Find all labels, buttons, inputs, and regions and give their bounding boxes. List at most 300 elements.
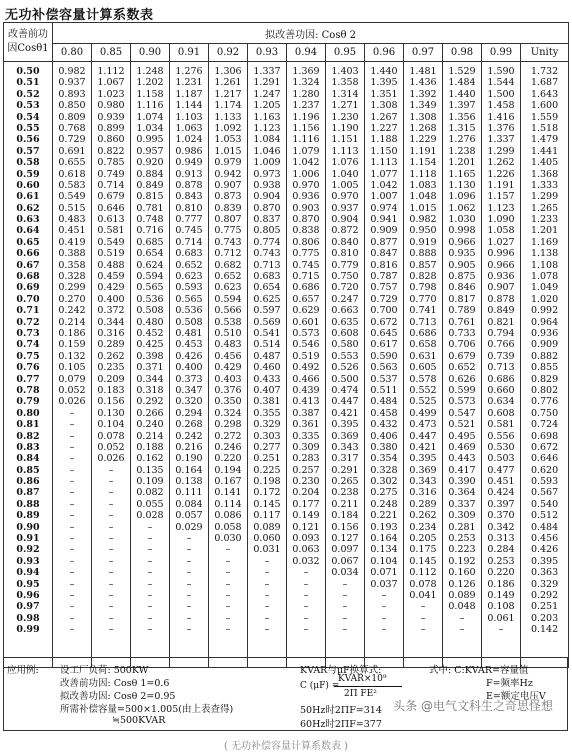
row-label: 0.66	[16, 248, 40, 260]
legend-line-2: F=频率Hz	[486, 678, 533, 689]
table-cell: 0.629	[292, 305, 320, 317]
table-cell: 1.202	[136, 77, 164, 89]
table-cell: 0.654	[136, 248, 164, 260]
table-cell: 0.061	[487, 612, 515, 624]
column-header-11: 0.99	[482, 44, 521, 62]
table-cell: 0.387	[292, 407, 320, 419]
table-cell: 0.974	[370, 202, 398, 214]
table-cell: 1.188	[370, 134, 398, 146]
table-cell: 0.104	[370, 555, 398, 567]
table-cell: 1.123	[253, 122, 281, 134]
table-cell: 0.071	[370, 567, 398, 579]
table-cell: 0.774	[253, 236, 281, 248]
table-cell: 1.227	[370, 122, 398, 134]
table-cell: –	[186, 589, 192, 601]
table-cell: 0.899	[97, 122, 125, 134]
table-cell: 0.992	[530, 305, 559, 317]
table-cell: 0.400	[97, 293, 125, 305]
table-cell: 0.283	[292, 453, 320, 465]
table-cell: 0.846	[448, 282, 476, 294]
row-label: 0.93	[16, 555, 40, 567]
column-header-4: 0.92	[209, 44, 248, 62]
table-cell: 0.371	[136, 362, 164, 374]
table-cell: 0.329	[253, 419, 281, 431]
table-cell: 0.499	[409, 407, 437, 419]
table-cell: 1.369	[292, 66, 320, 77]
table-cell: 0.429	[214, 362, 242, 374]
table-cell: 0.781	[136, 202, 164, 214]
table-cell: 1.144	[175, 100, 203, 112]
table-cell: 0.982	[409, 214, 437, 226]
table-cell: 0.620	[530, 464, 559, 476]
table-cell: 0.130	[97, 407, 125, 419]
table-cell: 1.280	[292, 88, 320, 100]
table-cell: –	[225, 601, 231, 613]
table-cell: 1.337	[253, 66, 281, 77]
table-cell: 0.739	[487, 350, 515, 362]
table-cell: 0.395	[530, 555, 559, 567]
table-cell: 0.251	[253, 453, 281, 465]
table-cell: 0.646	[97, 202, 125, 214]
table-cell: 0.248	[370, 498, 398, 510]
table-cell: 0.888	[409, 248, 437, 260]
table-cell: 0.601	[292, 316, 320, 328]
row-label: 0.51	[16, 77, 40, 89]
table-cell: –	[303, 567, 309, 579]
row-label: 0.78	[16, 384, 40, 396]
table-cell: –	[381, 589, 387, 601]
fraction-bar	[334, 686, 402, 687]
table-cell: 0.104	[97, 419, 125, 431]
table-cell: 1.023	[97, 88, 125, 100]
table-cell: 0.882	[530, 350, 559, 362]
table-cell: 1.156	[292, 122, 320, 134]
table-cell: 0.556	[487, 430, 515, 442]
table-cell: 0.713	[253, 259, 281, 271]
table-cell: 0.849	[487, 305, 515, 317]
table-cell: 1.436	[409, 77, 437, 89]
column-header-8: 0.96	[365, 44, 404, 62]
table-cell: –	[108, 567, 114, 579]
table-cell: 1.062	[448, 202, 476, 214]
table-cell: 1.351	[370, 88, 398, 100]
table-cell: 0.320	[175, 396, 203, 408]
table-cell: 1.077	[370, 168, 398, 180]
table-cell: 0.078	[409, 578, 437, 590]
table-cell: –	[147, 589, 153, 601]
table-cell: 0.821	[487, 316, 515, 328]
table-cell: 0.654	[253, 282, 281, 294]
table-cell: 1.049	[530, 282, 559, 294]
table-cell: 1.308	[409, 111, 437, 123]
table-cell: 0.417	[448, 464, 476, 476]
table-cell: –	[108, 544, 114, 556]
table-cell: 0.594	[136, 271, 164, 283]
table-cell: 1.368	[530, 168, 559, 180]
table-cell: 1.191	[409, 145, 437, 157]
table-cell: 0.432	[370, 419, 398, 431]
table-cell: 0.715	[292, 271, 320, 283]
table-cell: 0.453	[175, 339, 203, 351]
table-cell: 1.150	[370, 145, 398, 157]
table-cell: 0.294	[175, 407, 203, 419]
row-label: 0.79	[16, 396, 40, 408]
table-cell: 0.451	[58, 225, 86, 237]
table-cell: 0.052	[58, 384, 86, 396]
row-label: 0.60	[16, 179, 40, 191]
table-cell: 0.870	[292, 214, 320, 226]
table-cell: 1.083	[409, 179, 437, 191]
table-cell: 0.907	[487, 282, 515, 294]
table-cell: 0.029	[175, 521, 203, 533]
value-column-2	[92, 62, 131, 668]
table-cell: –	[147, 578, 153, 590]
table-cell: 0.949	[175, 157, 203, 169]
table-cell: 0.483	[214, 339, 242, 351]
table-cell: –	[186, 567, 192, 579]
row-label: 0.63	[16, 214, 40, 226]
table-cell: –	[69, 589, 75, 601]
table-cell: –	[147, 567, 153, 579]
table-cell: 0.480	[136, 316, 164, 328]
table-cell: 0.262	[409, 510, 437, 522]
table-cell: 1.163	[253, 111, 281, 123]
table-cell: 1.590	[487, 66, 515, 77]
table-cell: 1.074	[136, 111, 164, 123]
table-cell: 0.084	[175, 498, 203, 510]
table-cell: –	[69, 521, 75, 533]
table-cell: 0.815	[136, 191, 164, 203]
table-cell: 0.398	[136, 350, 164, 362]
table-cell: 0.358	[58, 259, 86, 271]
table-cell: 0.777	[175, 214, 203, 226]
table-cell: 1.299	[530, 191, 559, 203]
value-column-13	[521, 62, 569, 668]
table-cell: 0.937	[58, 77, 86, 89]
row-label: 0.89	[16, 510, 40, 522]
table-cell: 0.713	[409, 316, 437, 328]
table-cell: 0.594	[214, 293, 242, 305]
table-cell: 0.469	[448, 441, 476, 453]
table-cell: 0.190	[175, 453, 203, 465]
table-cell: 1.053	[214, 134, 242, 146]
table-cell: 0.183	[97, 384, 125, 396]
table-cell: –	[381, 601, 387, 613]
table-cell: 1.154	[409, 157, 437, 169]
table-cell: 0.806	[292, 236, 320, 248]
table-cell: 0.741	[409, 305, 437, 317]
value-column-1	[53, 62, 92, 668]
row-label: 0.61	[16, 191, 40, 203]
table-cell: 1.247	[253, 88, 281, 100]
table-cell: 0.452	[136, 327, 164, 339]
row-label: 0.81	[16, 419, 40, 431]
row-label: 0.59	[16, 168, 40, 180]
table-cell: –	[108, 589, 114, 601]
table-cell: 1.130	[448, 179, 476, 191]
table-cell: 0.275	[370, 487, 398, 499]
table-cell: 0.369	[409, 464, 437, 476]
table-cell: 0.875	[448, 271, 476, 283]
table-cell: 0.028	[136, 510, 164, 522]
table-cell: –	[108, 487, 114, 499]
table-cell: 0.289	[97, 339, 125, 351]
table-cell: 1.261	[214, 77, 242, 89]
table-cell: 0.860	[97, 134, 125, 146]
table-cell: 0.344	[97, 316, 125, 328]
table-cell: 0.400	[175, 362, 203, 374]
table-cell: 0.111	[175, 487, 203, 499]
table-cell: 0.413	[292, 396, 320, 408]
table-cell: 1.042	[370, 179, 398, 191]
table-cell: 0.048	[448, 601, 476, 613]
table-cell: 0.284	[487, 544, 515, 556]
table-cell: 1.231	[175, 77, 203, 89]
table-cell: 0.870	[253, 202, 281, 214]
column-header-10: 0.98	[443, 44, 482, 62]
table-cell: 0.313	[487, 533, 515, 545]
table-cell: 0.743	[214, 236, 242, 248]
row-header: 改善前功 因Cosθ1	[4, 23, 53, 62]
table-cell: 0.996	[487, 248, 515, 260]
table-cell: 1.732	[530, 66, 559, 77]
table-cell: 0.700	[370, 305, 398, 317]
table-cell: 0.775	[292, 248, 320, 260]
table-cell: 0.683	[175, 248, 203, 260]
table-cell: 0.672	[370, 316, 398, 328]
table-cell: 1.315	[448, 122, 476, 134]
table-cell: 0.766	[487, 339, 515, 351]
table-cell: 0.167	[214, 476, 242, 488]
table-cell: 0.745	[175, 225, 203, 237]
table-cell: 0.519	[292, 350, 320, 362]
table-cell: 0.388	[58, 248, 86, 260]
table-cell: 0.581	[97, 225, 125, 237]
table-cell: 0.546	[292, 339, 320, 351]
table-cell: 1.048	[409, 191, 437, 203]
table-cell: 0.055	[136, 498, 164, 510]
table-cell: 0.757	[370, 282, 398, 294]
table-cell: 0.663	[331, 305, 359, 317]
table-cell: 1.230	[331, 111, 359, 123]
table-cell: –	[69, 476, 75, 488]
table-cell: –	[264, 624, 270, 636]
table-cell: 0.316	[97, 327, 125, 339]
row-label: 0.58	[16, 157, 40, 169]
table-cell: 0.350	[214, 396, 242, 408]
table-cell: 1.006	[292, 168, 320, 180]
table-cell: –	[381, 612, 387, 624]
table-cell: 0.685	[136, 236, 164, 248]
table-cell: 1.005	[331, 179, 359, 191]
table-cell: 0.566	[214, 305, 242, 317]
table-cell: 0.828	[409, 271, 437, 283]
table-cell: –	[69, 624, 75, 636]
table-cell: 0.849	[136, 179, 164, 191]
table-cell: –	[69, 419, 75, 431]
table-cell: 0.553	[331, 350, 359, 362]
table-cell: –	[69, 441, 75, 453]
row-label: 0.91	[16, 533, 40, 545]
table-cell: 1.405	[530, 157, 559, 169]
table-cell: 0.623	[175, 271, 203, 283]
table-cell: 0.309	[292, 441, 320, 453]
table-cell: –	[108, 624, 114, 636]
table-cell: 0.686	[292, 282, 320, 294]
table-cell: 0.429	[97, 282, 125, 294]
table-cell: 0.031	[253, 544, 281, 556]
table-cell: 0.920	[136, 157, 164, 169]
table-cell: –	[225, 544, 231, 556]
table-cell: 1.268	[409, 122, 437, 134]
column-cells	[404, 62, 442, 636]
table-cell: –	[498, 624, 504, 636]
table-cell: 0.488	[97, 259, 125, 271]
column-cells	[53, 62, 91, 636]
table-cell: 0.776	[530, 396, 559, 408]
table-cell: 1.308	[370, 100, 398, 112]
table-cell: 0.253	[448, 533, 476, 545]
row-label: 0.52	[16, 88, 40, 100]
table-cell: 0.794	[487, 327, 515, 339]
table-cell: 0.032	[292, 555, 320, 567]
table-cell: 0.939	[97, 111, 125, 123]
table-cell: 0.942	[214, 168, 242, 180]
table-cell: 0.397	[487, 498, 515, 510]
table-cell: 0.406	[370, 430, 398, 442]
table-cell: 0.750	[530, 407, 559, 419]
table-cell: 1.265	[530, 202, 559, 214]
table-cell: 0.809	[58, 111, 86, 123]
column-header-2: 0.90	[131, 44, 170, 62]
row-label: 0.86	[16, 476, 40, 488]
table-cell: –	[459, 612, 465, 624]
table-cell: 0.857	[409, 259, 437, 271]
table-cell: 0.188	[136, 441, 164, 453]
table-cell: 0.980	[97, 100, 125, 112]
table-cell: 1.067	[97, 77, 125, 89]
table-cell: 0.536	[136, 293, 164, 305]
row-label: 0.64	[16, 225, 40, 237]
table-cell: 1.113	[331, 145, 359, 157]
table-cell: 0.354	[370, 453, 398, 465]
row-label: 0.71	[16, 305, 40, 317]
table-cell: 0.631	[409, 350, 437, 362]
table-cell: 0.713	[487, 362, 515, 374]
row-label: 0.73	[16, 327, 40, 339]
table-cell: –	[264, 612, 270, 624]
table-cell: 0.253	[487, 555, 515, 567]
table-cell: 0.652	[175, 259, 203, 271]
table-cell: 0.691	[58, 145, 86, 157]
row-label: 0.82	[16, 430, 40, 442]
table-cell: –	[186, 544, 192, 556]
table-cell: 1.349	[409, 100, 437, 112]
coefficient-table	[3, 22, 569, 668]
row-label: 0.70	[16, 293, 40, 305]
table-cell: 0.272	[214, 430, 242, 442]
table-cell: 0.380	[370, 441, 398, 453]
table-cell: 0.966	[487, 259, 515, 271]
table-cell: –	[264, 589, 270, 601]
table-cell: 0.919	[409, 236, 437, 248]
table-cell: 0.026	[58, 396, 86, 408]
row-label: 0.98	[16, 612, 40, 624]
table-cell: 0.903	[292, 202, 320, 214]
row-label: 0.65	[16, 236, 40, 248]
table-cell: 0.225	[253, 464, 281, 476]
table-cell: 0.878	[487, 293, 515, 305]
table-cell: 0.057	[175, 510, 203, 522]
table-cell: 0.403	[214, 373, 242, 385]
table-cell: –	[303, 612, 309, 624]
row-label: 0.53	[16, 100, 40, 112]
table-cell: 0.376	[214, 384, 242, 396]
column-cells	[170, 62, 208, 636]
row-label: 0.90	[16, 521, 40, 533]
column-header-0: 0.80	[53, 44, 92, 62]
table-cell: 1.458	[487, 100, 515, 112]
table-cell: 0.372	[97, 305, 125, 317]
table-cell: 1.112	[97, 66, 125, 77]
table-cell: 0.030	[214, 533, 242, 545]
table-cell: 0.843	[175, 191, 203, 203]
table-cell: 1.076	[331, 157, 359, 169]
table-cell: 1.090	[487, 214, 515, 226]
table-cell: 0.850	[58, 100, 86, 112]
table-cell: 1.009	[253, 157, 281, 169]
table-title: 无功补偿容量计算系数表	[5, 8, 154, 23]
table-cell: 0.750	[331, 271, 359, 283]
table-cell: 0.262	[97, 350, 125, 362]
table-cell: 0.242	[58, 305, 86, 317]
table-cell: 0.135	[136, 464, 164, 476]
table-cell: 0.328	[58, 271, 86, 283]
table-cell: 0.186	[487, 578, 515, 590]
table-cell: 0.714	[175, 236, 203, 248]
table-cell: 0.309	[448, 510, 476, 522]
table-cell: 1.157	[487, 191, 515, 203]
table-cell: 0.512	[530, 510, 559, 522]
table-cell: 0.303	[253, 430, 281, 442]
table-cell: 0.426	[530, 544, 559, 556]
table-cell: 0.483	[58, 214, 86, 226]
column-cells	[92, 62, 130, 636]
table-cell: 1.201	[448, 157, 476, 169]
table-cell: 0.500	[331, 373, 359, 385]
column-header-6: 0.94	[287, 44, 326, 62]
table-cell: 1.015	[409, 202, 437, 214]
table-cell: 0.743	[253, 248, 281, 260]
table-cell: 0.855	[530, 362, 559, 374]
table-cell: 0.530	[487, 441, 515, 453]
column-cells	[443, 62, 481, 636]
table-cell: 0.712	[214, 248, 242, 260]
table-cell: 0.067	[331, 555, 359, 567]
table-cell: 1.276	[448, 134, 476, 146]
table-cell: –	[225, 624, 231, 636]
table-cell: 1.217	[214, 88, 242, 100]
table-cell: –	[186, 533, 192, 545]
table-cell: –	[108, 578, 114, 590]
table-cell: 1.063	[175, 122, 203, 134]
table-cell: 0.221	[370, 510, 398, 522]
table-cell: 0.581	[487, 419, 515, 431]
table-cell: 1.324	[292, 77, 320, 89]
table-cell: –	[264, 567, 270, 579]
table-cell: 0.052	[97, 441, 125, 453]
table-cell: 0.370	[487, 510, 515, 522]
